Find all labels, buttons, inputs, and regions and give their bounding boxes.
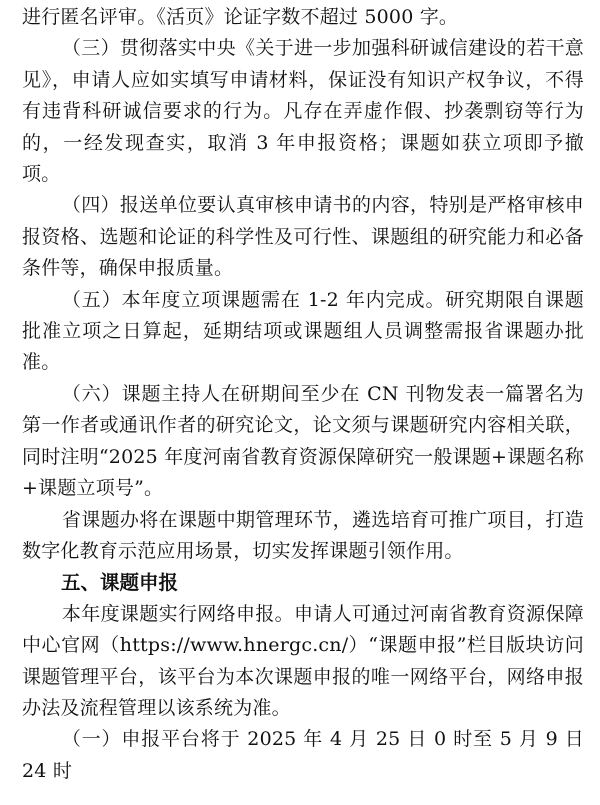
paragraph-item-4: （四）报送单位要认真审核申请书的内容，特别是严格审核申报资格、选题和论证的科学性及可行性、课题组的研究能力和必备条件等，确保申报质量。 — [22, 194, 584, 280]
paragraph-office-note: 省课题办将在课题中期管理环节，遴选培育可推广项目，打造数字化教育示范应用场景，切实发挥课题引领作用。 — [22, 508, 584, 562]
paragraph-item-5: （五）本年度立项课题需在 1-2 年内完成。研究期限自课题批准立项之日算起，延期结项或课题组人员调整需报省课题办批准。 — [22, 288, 584, 374]
paragraph-item-3: （三）贯彻落实中央《关于进一步加强科研诚信建设的若干意见》，申请人应如实填写申请材料，保证没有知识产权争议，不得有违背科研诚信要求的行为。凡存在弄虚作假、抄袭剽窃等行为的，一经发现查实，取消 3 年申报资格；课题如获立项即予撤项。 — [22, 37, 584, 186]
paragraph-continuation: 进行匿名评审。《活页》论证字数不超过 5000 字。 — [22, 6, 459, 28]
paragraph-item-6: （六）课题主持人在研期间至少在 CN 刊物发表一篇署名为第一作者或通讯作者的研究论文，论文须与课题研究内容相关联，同时注明“2025 年度河南省教育资源保障研究一般课题+课题名称+课题立项号”。 — [22, 382, 584, 500]
section-heading: 五、课题申报 — [61, 571, 179, 595]
paragraph-online-application: 本年度课题实行网络申报。申请人可通过河南省教育资源保障中心官网（https://www.hnergc.cn/）“课题申报”栏目版块访问课题管理平台，该平台为本次课题申报的唯一网络平台，网络申报办法及流程管理以该系统为准。 — [22, 602, 584, 719]
paragraph-platform-schedule: （一）申报平台将于 2025 年 4 月 25 日 0 时至 5 月 9 日 24 时 — [22, 728, 584, 782]
